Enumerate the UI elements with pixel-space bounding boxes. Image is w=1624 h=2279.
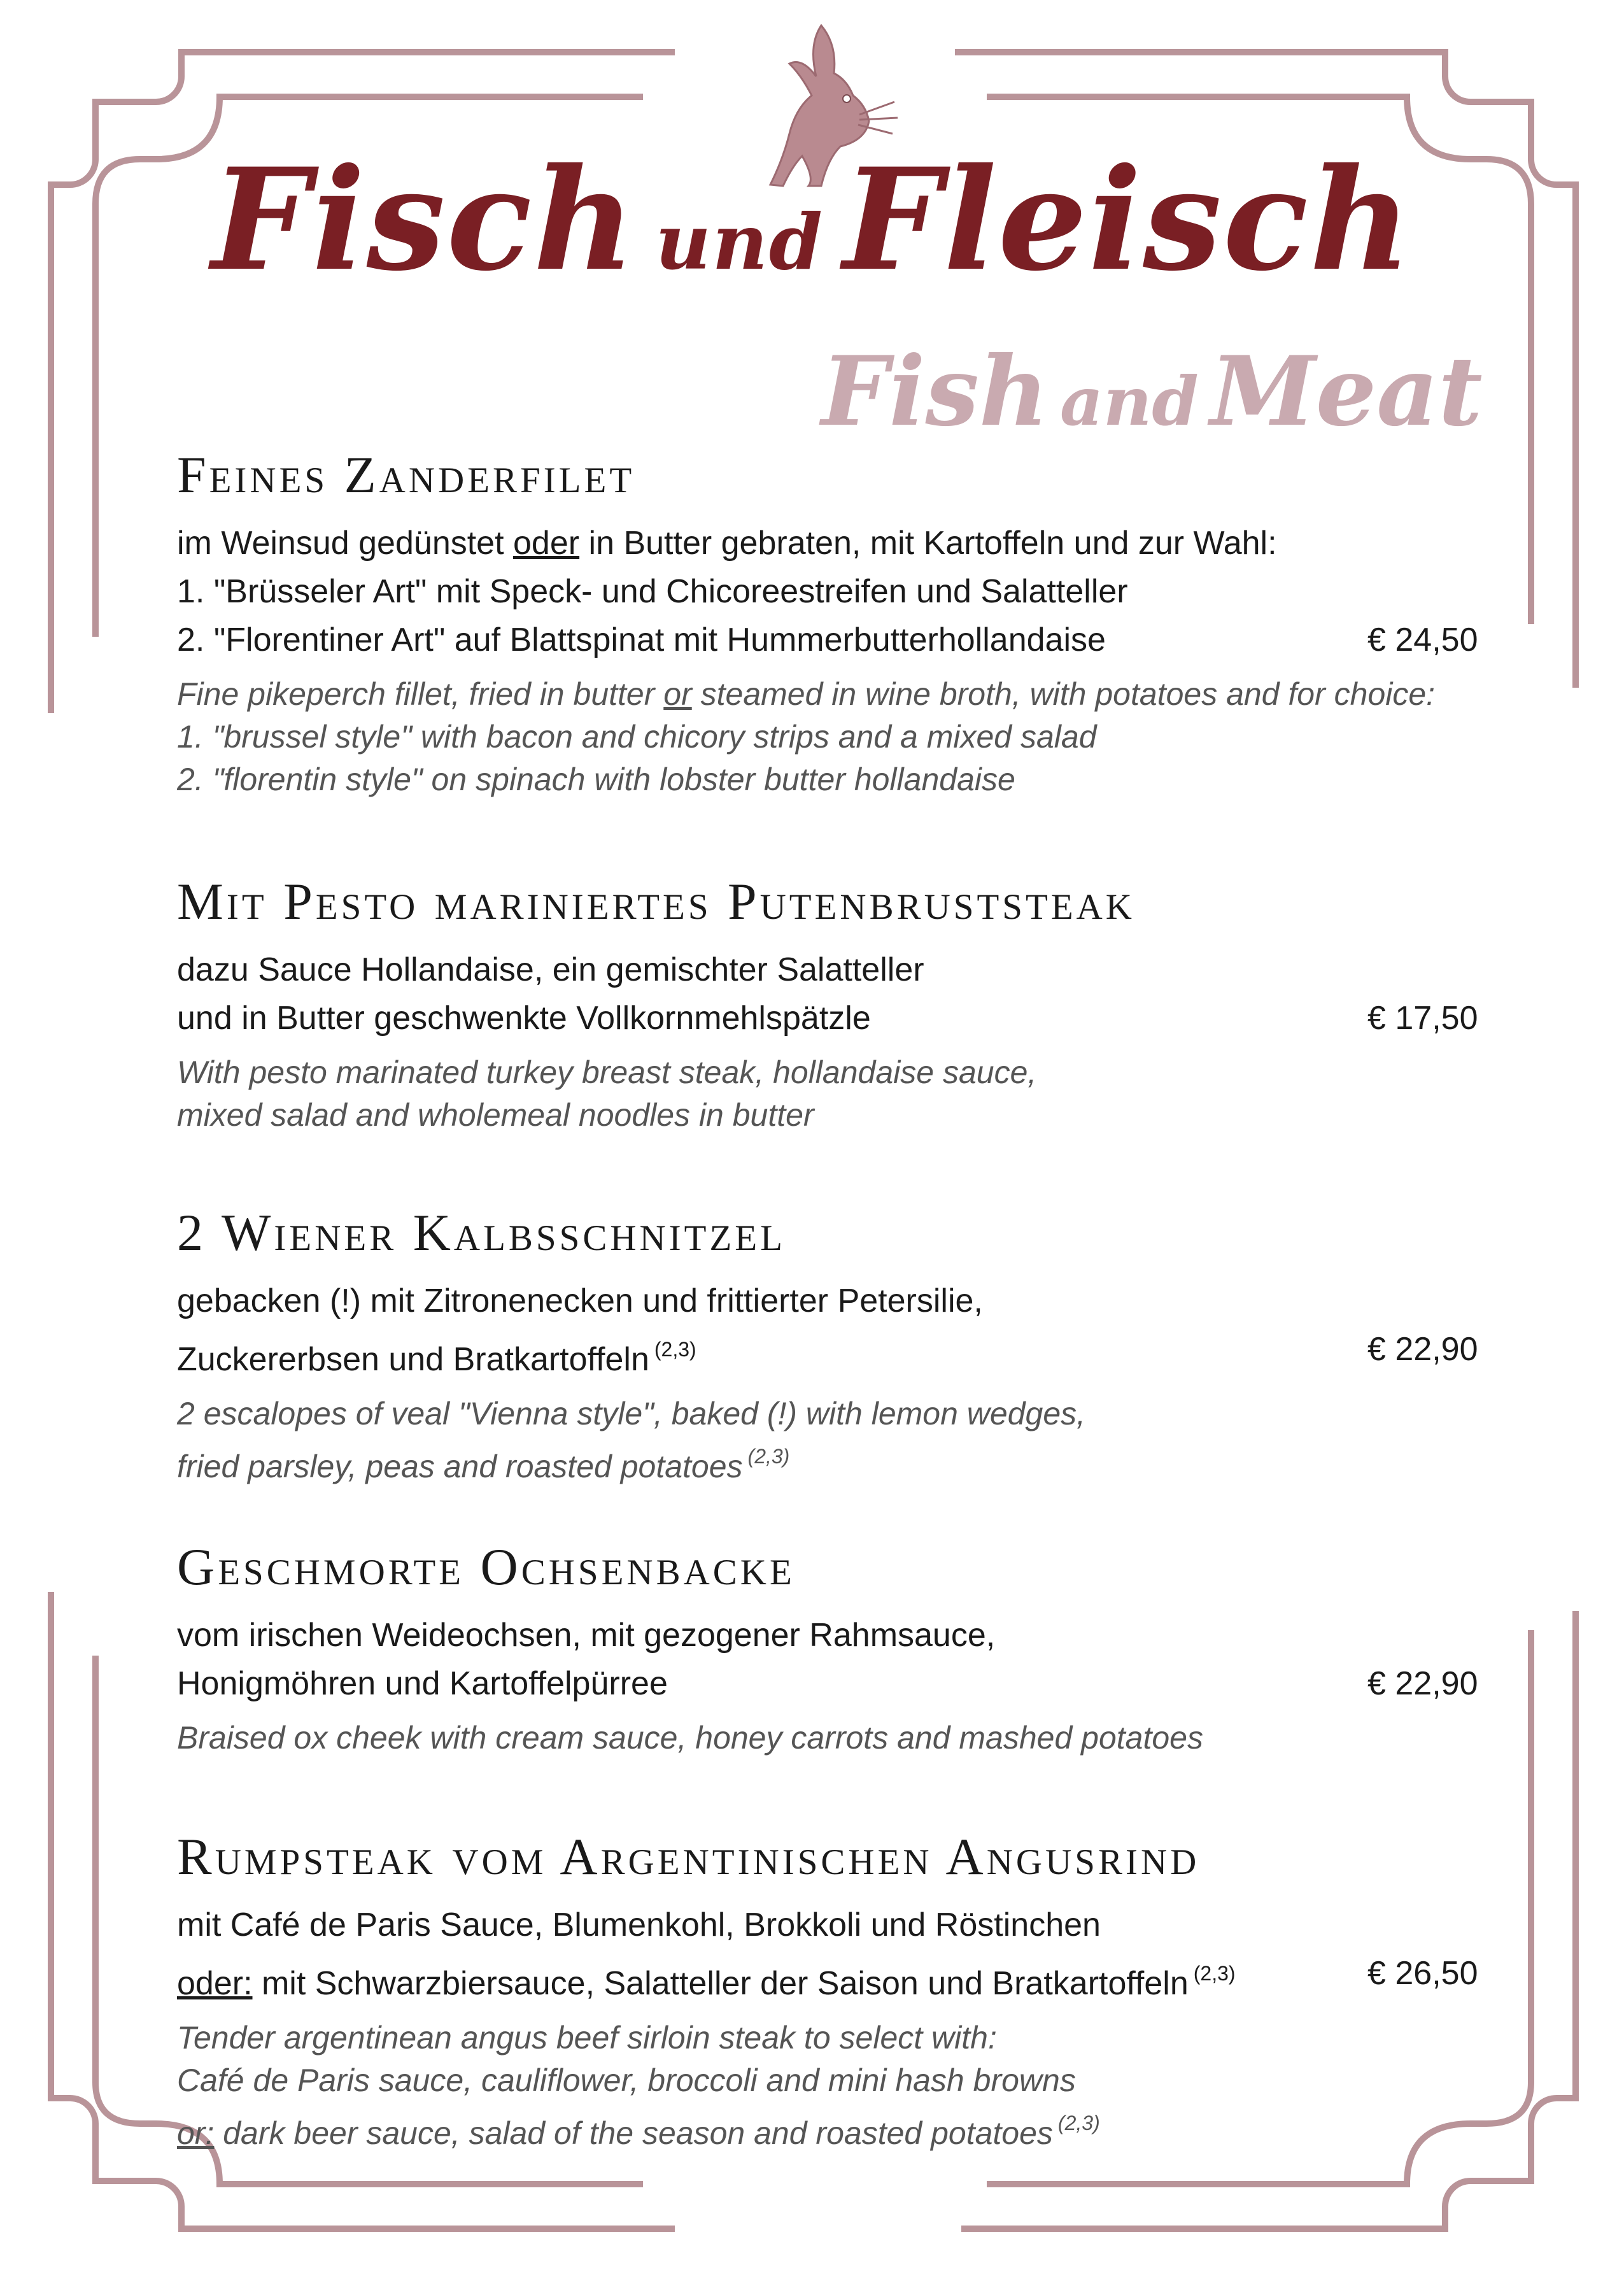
- menu-item: [177, 446, 1501, 801]
- translation-en: [177, 1393, 1501, 1488]
- menu-item-title: 2 Wiener Kalbsschnitzel: [177, 1203, 786, 1261]
- text: mit Café de Paris Sauce, Blumenkohl, Brokkoli und Röstinchen: [177, 1906, 1101, 1943]
- description-de: [177, 519, 1501, 567]
- price: € 22,90: [1367, 1665, 1478, 1702]
- translation-en: [177, 2017, 1501, 2155]
- menu-item-title: Rumpsteak vom Argentinischen Angusrind: [177, 1828, 1200, 1885]
- description-en: [177, 1435, 1501, 1488]
- underlined-text: or: [663, 676, 692, 712]
- description-de: [177, 946, 1501, 994]
- price: € 22,90: [1367, 1331, 1478, 1368]
- text: steamed in wine broth, with potatoes and for choice:: [691, 676, 1436, 712]
- description-en: [177, 673, 1501, 716]
- text: dazu Sauce Hollandaise, ein gemischter Salatteller: [177, 951, 924, 988]
- menu-item-title: Feines Zanderfilet: [177, 446, 635, 504]
- text: Honigmöhren und Kartoffelpürree: [177, 1665, 668, 1702]
- underlined-text: or:: [177, 2115, 215, 2151]
- price: € 24,50: [1367, 621, 1478, 658]
- description-de: [177, 1277, 1501, 1325]
- menu-item: [177, 1538, 1501, 1759]
- text: vom irischen Weideochsen, mit gezogener Rahmsauce,: [177, 1617, 996, 1654]
- text: 1. "Brüsseler Art" mit Speck- und Chicoreestreifen und Salatteller: [177, 573, 1128, 610]
- text: in Butter gebraten, mit Kartoffeln und zur Wahl:: [579, 525, 1277, 562]
- description-en: [177, 2102, 1501, 2155]
- text: Zuckererbsen und Bratkartoffeln: [177, 1341, 649, 1378]
- description-de: [177, 1325, 1501, 1384]
- text: mit Schwarzbiersauce, Salatteller der Saison und Bratkartoffeln: [252, 1965, 1189, 2002]
- menu-item-title: Geschmorte Ochsenbacke: [177, 1538, 795, 1596]
- price: € 17,50: [1367, 1000, 1478, 1037]
- text: 2. "florentin style" on spinach with lobster butter hollandaise: [177, 762, 1015, 797]
- text: Braised ox cheek with cream sauce, honey carrots and mashed potatoes: [177, 1720, 1203, 1756]
- description-en: [177, 1094, 1501, 1137]
- menu-item: [177, 872, 1501, 1137]
- description-de: [177, 1901, 1501, 1949]
- text: und in Butter geschwenkte Vollkornmehlspätzle: [177, 1000, 871, 1037]
- price: € 26,50: [1367, 1955, 1478, 1992]
- description-de: [177, 1659, 1501, 1708]
- description-en: [177, 2059, 1501, 2102]
- description-en: [177, 758, 1501, 801]
- subtitle-meat: Meat: [1210, 336, 1483, 448]
- subtitle-fish: Fish: [821, 336, 1049, 448]
- translation-en: [177, 673, 1501, 801]
- text: With pesto marinated turkey breast steak, hollandaise sauce,: [177, 1054, 1037, 1090]
- description-en: [177, 1051, 1501, 1094]
- text: 2 escalopes of veal "Vienna style", baked (!) with lemon wedges,: [177, 1396, 1086, 1431]
- menu-item: [177, 1828, 1501, 2155]
- menu-item: [177, 1203, 1501, 1488]
- underlined-text: oder: [513, 525, 580, 562]
- text: Fine pikeperch fillet, fried in butter: [177, 676, 664, 712]
- translation-en: [177, 1051, 1501, 1137]
- allergen-note: (2,3): [654, 1338, 696, 1361]
- text: im Weinsud gedünstet: [177, 525, 513, 562]
- allergen-note: (2,3): [1057, 2112, 1100, 2134]
- menu-item-title: Mit Pesto mariniertes Putenbruststeak: [177, 872, 1135, 930]
- description-de: [177, 1949, 1501, 2008]
- text: Tender argentinean angus beef sirloin steak to select with:: [177, 2020, 997, 2055]
- text: mixed salad and wholemeal noodles in butter: [177, 1097, 814, 1133]
- description-en: [177, 1717, 1501, 1759]
- text: 2. "Florentiner Art" auf Blattspinat mit Hummerbutterhollandaise: [177, 621, 1106, 658]
- allergen-note: (2,3): [747, 1445, 790, 1468]
- underlined-text: oder:: [177, 1965, 253, 2002]
- description-en: [177, 716, 1501, 758]
- description-en: [177, 1393, 1501, 1435]
- text: 1. "brussel style" with bacon and chicory strips and a mixed salad: [177, 719, 1097, 755]
- text: Café de Paris sauce, cauliflower, broccoli and mini hash browns: [177, 2062, 1076, 2098]
- text: dark beer sauce, salad of the season and roasted potatoes: [214, 2115, 1053, 2151]
- description-de: [177, 616, 1501, 664]
- allergen-note: (2,3): [1193, 1962, 1236, 1985]
- title-fleisch: Fleisch: [842, 137, 1413, 302]
- page-title: [0, 137, 1624, 302]
- text: fried parsley, peas and roasted potatoes: [177, 1449, 743, 1484]
- title-fisch: Fisch: [211, 137, 637, 302]
- description-de: [177, 567, 1501, 616]
- subtitle-and: and: [1059, 362, 1199, 441]
- description-en: [177, 2017, 1501, 2059]
- description-de: [177, 1611, 1501, 1659]
- title-und: und: [655, 197, 824, 287]
- text: gebacken (!) mit Zitronenecken und frittierter Petersilie,: [177, 1282, 983, 1319]
- page-subtitle: [821, 336, 1483, 448]
- description-de: [177, 994, 1501, 1042]
- translation-en: [177, 1717, 1501, 1759]
